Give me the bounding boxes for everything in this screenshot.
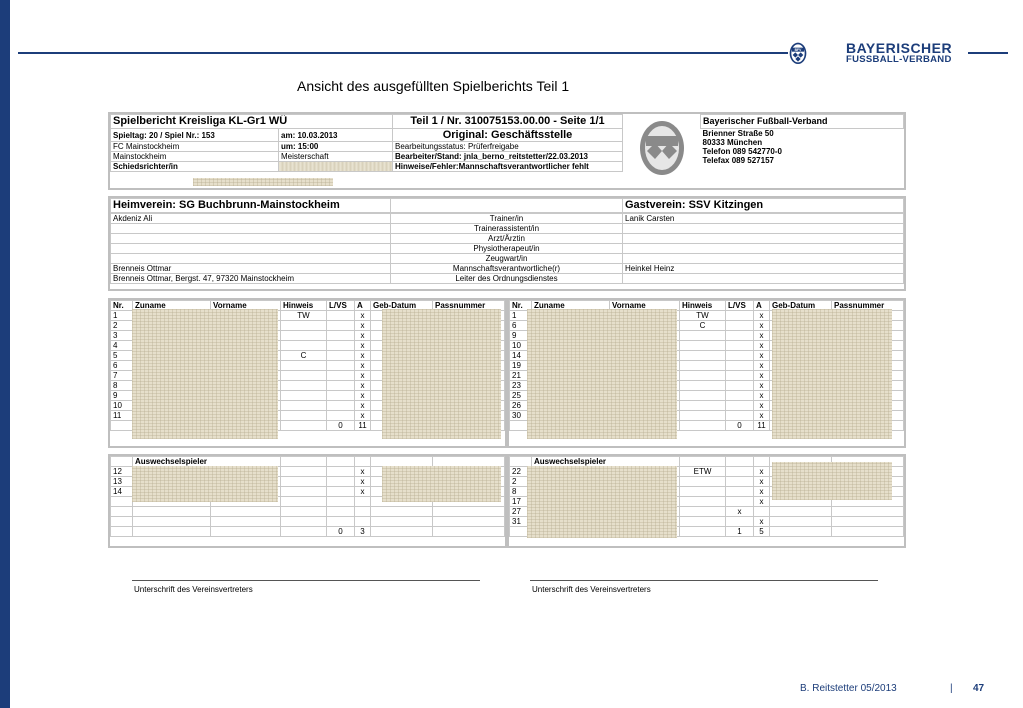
player-number: 31 [510, 517, 532, 527]
address-fax: Telefax 089 527157 [702, 156, 774, 165]
totals-empty [680, 527, 726, 537]
player-number: 10 [111, 401, 133, 411]
player-hint: C [281, 351, 327, 361]
header-cell [726, 457, 754, 467]
player-a: x [754, 497, 770, 507]
player-a: x [355, 351, 371, 361]
referee-label: Schiedsrichter/in [111, 162, 279, 172]
officials-row [111, 224, 904, 234]
total-a: 11 [355, 421, 371, 431]
header-cell [510, 457, 532, 467]
official-role: Trainerassistent/in [391, 224, 623, 234]
player-lvs [327, 517, 355, 527]
player-a: x [754, 331, 770, 341]
header-rule [18, 52, 788, 54]
player-number: 27 [510, 507, 532, 517]
player-hint [680, 411, 726, 421]
player-dob [770, 507, 832, 517]
player-hint [281, 477, 327, 487]
player-a: x [355, 381, 371, 391]
player-hint [680, 391, 726, 401]
player-dob [371, 507, 433, 517]
player-hint [680, 331, 726, 341]
player-pass [433, 507, 505, 517]
player-lvs [327, 351, 355, 361]
guest-names-redacted [527, 309, 677, 439]
player-surname [133, 517, 211, 527]
player-lvs [726, 517, 754, 527]
player-lvs [327, 341, 355, 351]
total-lvs: 1 [726, 527, 754, 537]
officials-rows [110, 213, 904, 284]
totals-empty [211, 527, 281, 537]
player-hint [680, 381, 726, 391]
player-number: 1 [510, 311, 532, 321]
player-number: 19 [510, 361, 532, 371]
bfv-logo [788, 18, 848, 88]
player-hint [281, 507, 327, 517]
column-header: Zuname [532, 301, 610, 311]
home-official: Brenneis Ottmar, Bergst. 47, 97320 Mainstockheim [111, 274, 391, 284]
player-a: x [754, 341, 770, 351]
player-number: 3 [111, 331, 133, 341]
player-number: 5 [111, 351, 133, 361]
page-subtitle: Ansicht des ausgefüllten Spielberichts Teil 1 [297, 78, 570, 94]
footer-separator: | [950, 683, 953, 694]
player-lvs [726, 351, 754, 361]
player-lvs [726, 401, 754, 411]
player-number: 6 [510, 321, 532, 331]
logo-wordmark [846, 42, 952, 66]
column-header: Vorname [211, 301, 281, 311]
header-cell [327, 457, 355, 467]
player-number: 13 [111, 477, 133, 487]
player-a: x [754, 401, 770, 411]
column-header: Nr. [111, 301, 133, 311]
column-header: A [355, 301, 371, 311]
home-subs-dob-redacted [382, 466, 501, 502]
totals-empty [281, 527, 327, 537]
player-a: x [355, 341, 371, 351]
subs-title: Auswechselspieler [532, 457, 680, 467]
match-time: um: 15:00 [279, 142, 393, 152]
totals-row [111, 527, 505, 537]
player-lvs [327, 401, 355, 411]
player-number: 4 [111, 341, 133, 351]
total-a: 5 [754, 527, 770, 537]
column-header: L/VS [726, 301, 754, 311]
official-role: Physiotherapeut/in [391, 244, 623, 254]
player-hint [680, 351, 726, 361]
player-lvs [327, 321, 355, 331]
guest-official [623, 274, 904, 284]
matchday: Spieltag: 20 / Spiel Nr.: 153 [111, 129, 279, 142]
player-lvs [726, 321, 754, 331]
home-official: Akdeniz Ali [111, 214, 391, 224]
address-street: Brienner Straße 50 [702, 129, 774, 138]
home-official: Brenneis Ottmar [111, 264, 391, 274]
column-header: Passnummer [433, 301, 505, 311]
officials-row [111, 234, 904, 244]
totals-empty [832, 527, 904, 537]
signature-line-right [530, 580, 878, 581]
header-cell [680, 457, 726, 467]
logo-line1: BAYERISCHER [846, 40, 953, 56]
column-header: Zuname [133, 301, 211, 311]
official-role: Zeugwart/in [391, 254, 623, 264]
player-lvs: x [726, 507, 754, 517]
player-number: 17 [510, 497, 532, 507]
player-hint [281, 487, 327, 497]
column-header: Nr. [510, 301, 532, 311]
player-a: x [754, 351, 770, 361]
player-hint: TW [680, 311, 726, 321]
association-name: Bayerischer Fußball-Verband [701, 115, 904, 129]
player-a: x [355, 321, 371, 331]
header-cell [433, 457, 505, 467]
report-header-table [110, 114, 904, 172]
player-a: x [754, 467, 770, 477]
player-hint [680, 371, 726, 381]
guest-official: Heinkel Heinz [623, 264, 904, 274]
guest-official [623, 224, 904, 234]
total-lvs: 0 [327, 527, 355, 537]
player-lvs [327, 477, 355, 487]
player-number: 2 [510, 477, 532, 487]
player-pass [433, 517, 505, 527]
signature-label-right: Unterschrift des Vereinsvertreters [532, 585, 651, 594]
player-lvs [726, 311, 754, 321]
left-accent-bar [0, 0, 10, 708]
address-city: 80333 München [702, 138, 763, 147]
player-a: x [355, 371, 371, 381]
guest-subs-names-redacted [527, 466, 677, 538]
player-number: 22 [510, 467, 532, 477]
player-a: x [754, 517, 770, 527]
player-number: 9 [111, 391, 133, 401]
total-lvs: 0 [327, 421, 355, 431]
signature-label-left: Unterschrift des Vereinsvertreters [134, 585, 253, 594]
bfv-emblem-gray [637, 119, 687, 177]
association-address [701, 129, 904, 172]
home-official [111, 234, 391, 244]
player-lvs [726, 487, 754, 497]
player-lvs [726, 381, 754, 391]
totals-empty [770, 527, 832, 537]
player-lvs [726, 477, 754, 487]
player-row [111, 517, 505, 527]
player-a: x [355, 311, 371, 321]
table-header-row [111, 457, 505, 467]
player-hint [281, 401, 327, 411]
player-a: x [754, 311, 770, 321]
player-hint [680, 361, 726, 371]
player-a: x [355, 467, 371, 477]
player-a: x [355, 401, 371, 411]
player-hint [281, 391, 327, 401]
guest-official [623, 244, 904, 254]
signature-line-left [132, 580, 480, 581]
player-a: x [355, 487, 371, 497]
player-a: x [355, 477, 371, 487]
footer-page-number: 47 [973, 683, 985, 694]
player-lvs [327, 381, 355, 391]
player-pass [832, 517, 904, 527]
home-club: FC Mainstockheim [111, 142, 279, 152]
player-dob [371, 517, 433, 527]
player-a: x [754, 381, 770, 391]
report-title: Spielbericht Kreisliga KL-Gr1 WÜ [111, 115, 393, 129]
column-header: A [754, 301, 770, 311]
header-cell [371, 457, 433, 467]
home-names-redacted [132, 309, 278, 439]
column-header: Hinweis [281, 301, 327, 311]
player-number: 2 [111, 321, 133, 331]
totals-empty [111, 421, 133, 431]
player-number: 25 [510, 391, 532, 401]
player-a [754, 507, 770, 517]
player-lvs [726, 497, 754, 507]
player-lvs [726, 361, 754, 371]
player-hint [281, 517, 327, 527]
player-lvs [327, 361, 355, 371]
player-number: 12 [111, 467, 133, 477]
home-official [111, 254, 391, 264]
address-phone: Telefon 089 542770-0 [702, 147, 782, 156]
player-surname [133, 507, 211, 517]
player-number: 30 [510, 411, 532, 421]
officials-row [111, 214, 904, 224]
header-cell [754, 457, 770, 467]
officials-box [108, 196, 906, 291]
player-a [355, 517, 371, 527]
player-lvs [327, 331, 355, 341]
total-a: 3 [355, 527, 371, 537]
official-role: Leiter des Ordnungsdienstes [391, 274, 623, 284]
player-lvs [726, 371, 754, 381]
player-hint [680, 487, 726, 497]
total-lvs: 0 [726, 421, 754, 431]
header-cell [355, 457, 371, 467]
player-dob [770, 517, 832, 527]
player-pass [832, 507, 904, 517]
officials-table [110, 198, 904, 213]
player-number: 6 [111, 361, 133, 371]
player-a [355, 507, 371, 517]
player-hint [680, 507, 726, 517]
referee-name-redacted [193, 178, 333, 186]
player-hint: TW [281, 311, 327, 321]
guest-official [623, 254, 904, 264]
player-lvs [327, 497, 355, 507]
player-number: 8 [510, 487, 532, 497]
player-number: 23 [510, 381, 532, 391]
player-hint [281, 381, 327, 391]
player-number [111, 497, 133, 507]
player-hint [281, 341, 327, 351]
official-role: Mannschaftsverantwortliche(r) [391, 264, 623, 274]
player-hint [281, 371, 327, 381]
player-a: x [355, 391, 371, 401]
player-number [111, 507, 133, 517]
footer-author: B. Reitstetter 05/2013 [800, 683, 897, 694]
report-part: Teil 1 / Nr. 310075153.00.00 - Seite 1/1 [393, 115, 623, 129]
subs-title: Auswechselspieler [133, 457, 281, 467]
player-lvs [726, 467, 754, 477]
player-lvs [327, 371, 355, 381]
player-a: x [754, 477, 770, 487]
logo-emblem-text: BFV [794, 48, 802, 52]
logo-line2: FUSSBALL-VERBAND [846, 54, 952, 65]
player-hint [680, 477, 726, 487]
competition: Meisterschaft [279, 152, 393, 162]
player-lvs [327, 487, 355, 497]
player-number: 14 [510, 351, 532, 361]
totals-empty [133, 527, 211, 537]
player-number: 26 [510, 401, 532, 411]
total-a: 11 [754, 421, 770, 431]
header-cell [111, 457, 133, 467]
official-role: Arzt/Ärztin [391, 234, 623, 244]
player-firstname [211, 517, 281, 527]
guest-official [623, 234, 904, 244]
column-header: Geb-Datum [770, 301, 832, 311]
column-header: Hinweis [680, 301, 726, 311]
totals-empty [281, 421, 327, 431]
totals-empty [433, 527, 505, 537]
player-lvs [327, 507, 355, 517]
player-number: 1 [111, 311, 133, 321]
processing-status: Bearbeitungsstatus: Prüferfreigabe [393, 142, 623, 152]
totals-empty [111, 527, 133, 537]
official-role: Trainer/in [391, 214, 623, 224]
player-a: x [355, 411, 371, 421]
player-a [355, 497, 371, 507]
match-date: am: 10.03.2013 [279, 129, 393, 142]
home-club-title: Heimverein: SG Buchbrunn-Mainstockheim [111, 199, 391, 213]
guest-club-title: Gastverein: SSV Kitzingen [623, 199, 904, 213]
player-hint [281, 411, 327, 421]
player-lvs [327, 467, 355, 477]
original-label: Original: Geschäftsstelle [393, 129, 623, 142]
player-hint [680, 341, 726, 351]
player-lvs [726, 391, 754, 401]
header-cell [281, 457, 327, 467]
player-number: 9 [510, 331, 532, 341]
player-number [111, 517, 133, 527]
player-hint: ETW [680, 467, 726, 477]
player-lvs [327, 411, 355, 421]
player-firstname [211, 507, 281, 517]
totals-empty [371, 527, 433, 537]
player-a: x [754, 371, 770, 381]
player-number: 14 [111, 487, 133, 497]
officials-header-gap [391, 199, 623, 213]
officials-row [111, 274, 904, 284]
player-a: x [754, 411, 770, 421]
player-a: x [754, 361, 770, 371]
home-dob-redacted [382, 309, 501, 439]
player-lvs [726, 331, 754, 341]
referee-redacted [279, 162, 393, 172]
player-hint: C [680, 321, 726, 331]
player-a: x [754, 391, 770, 401]
header-rule-right [968, 52, 1008, 54]
column-header: Geb-Datum [371, 301, 433, 311]
player-hint [281, 467, 327, 477]
player-hint [680, 517, 726, 527]
player-hint [680, 401, 726, 411]
player-hint [281, 497, 327, 507]
player-hint [281, 331, 327, 341]
column-header: Passnummer [832, 301, 904, 311]
player-number: 8 [111, 381, 133, 391]
player-number: 11 [111, 411, 133, 421]
player-a: x [355, 361, 371, 371]
player-hint [680, 497, 726, 507]
player-a: x [355, 331, 371, 341]
officials-row [111, 244, 904, 254]
player-lvs [726, 341, 754, 351]
player-row [111, 507, 505, 517]
home-official [111, 224, 391, 234]
venue: Mainstockheim [111, 152, 279, 162]
player-a: x [754, 487, 770, 497]
player-number: 7 [111, 371, 133, 381]
hints-errors: Hinweise/Fehler:Mannschaftsverantwortlicher fehlt [393, 162, 623, 172]
home-subs-names-redacted [132, 466, 278, 502]
player-hint [281, 361, 327, 371]
totals-empty [680, 421, 726, 431]
guest-official: Lanik Carsten [623, 214, 904, 224]
home-official [111, 244, 391, 254]
player-lvs [726, 411, 754, 421]
guest-dob-redacted [772, 309, 892, 439]
player-hint [281, 321, 327, 331]
officials-row [111, 254, 904, 264]
officials-row [111, 264, 904, 274]
player-number: 10 [510, 341, 532, 351]
editor-status: Bearbeiter/Stand: jnla_berno_reitstetter/22.03.2013 [393, 152, 623, 162]
player-number: 21 [510, 371, 532, 381]
column-header: L/VS [327, 301, 355, 311]
player-lvs [327, 391, 355, 401]
player-a: x [754, 321, 770, 331]
column-header: Vorname [610, 301, 680, 311]
guest-subs-dob-redacted [772, 462, 892, 500]
player-lvs [327, 311, 355, 321]
